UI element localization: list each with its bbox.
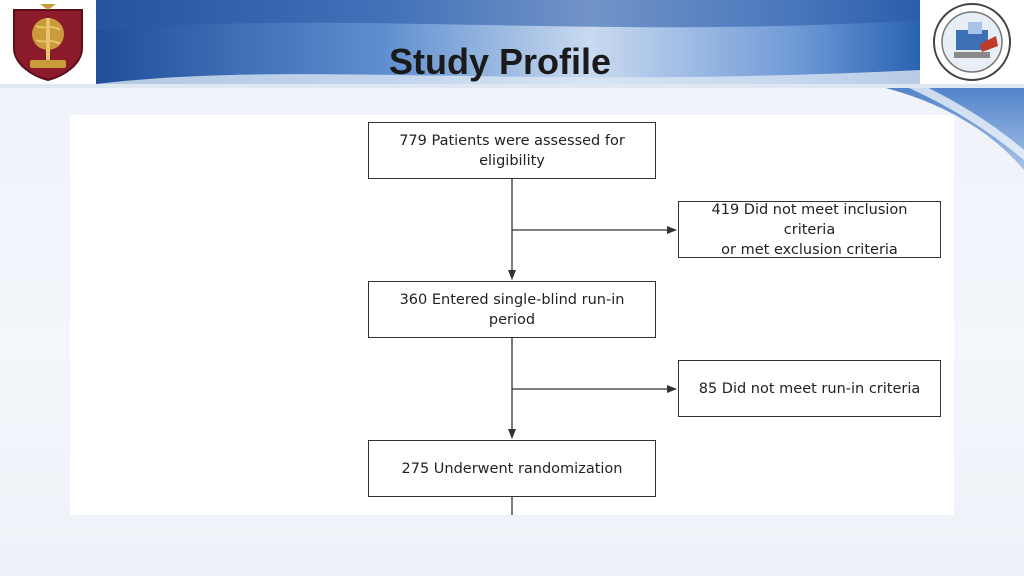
box-run-in-text: 360 Entered single-blind run-in period bbox=[399, 291, 625, 328]
department-seal-logo bbox=[920, 0, 1024, 84]
crest-emblem-icon bbox=[0, 0, 96, 84]
box-assessed-eligibility bbox=[368, 122, 656, 179]
excluded-inclusion-line1: 419 Did not meet inclusion criteria bbox=[711, 201, 908, 238]
slide-title: Study Profile bbox=[388, 41, 612, 82]
box-excluded-inclusion bbox=[678, 201, 941, 258]
flowchart-connectors bbox=[70, 115, 954, 576]
box-excluded-run-in-text: 85 Did not meet run-in criteria bbox=[698, 380, 921, 397]
box-randomization bbox=[368, 440, 656, 497]
department-seal-icon bbox=[920, 0, 1024, 84]
box-randomization-text: 275 Underwent randomization bbox=[401, 460, 623, 477]
excluded-inclusion-line2: or met exclusion criteria bbox=[721, 241, 898, 258]
box-excluded-inclusion-text bbox=[685, 200, 934, 260]
box-run-in-period bbox=[368, 281, 656, 338]
box-excluded-run-in bbox=[678, 360, 941, 417]
crest-logo bbox=[0, 0, 96, 84]
box-assessed-text: 779 Patients were assessed for eligibility bbox=[399, 132, 625, 169]
